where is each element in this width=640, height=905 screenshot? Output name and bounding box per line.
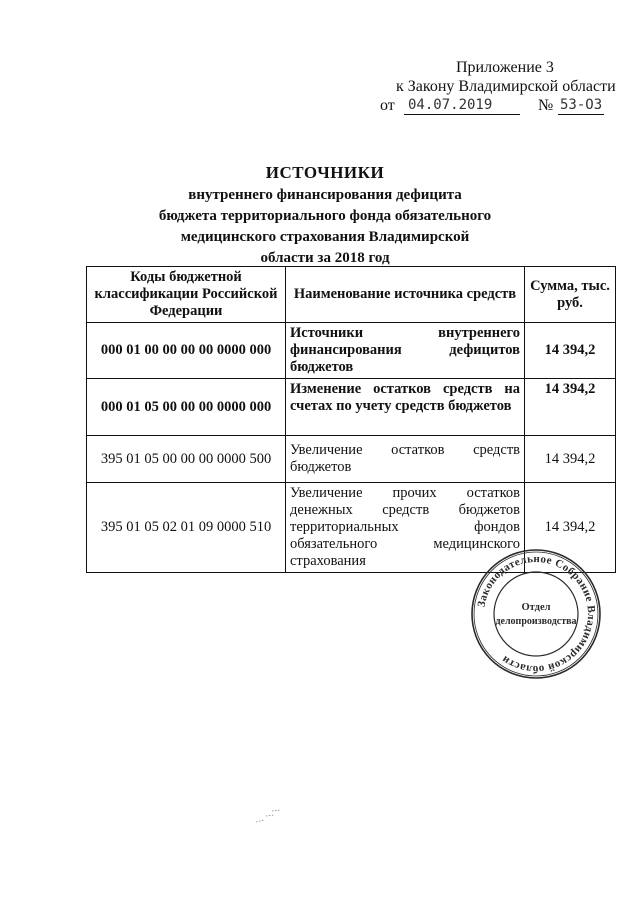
row-sum: 14 394,2 [525,379,616,436]
date-value: 04.07.2019 [408,97,493,113]
date-prefix: от [380,97,395,114]
header-code: Коды бюджетной классификации Российской Федерации [87,267,286,323]
document-title [120,162,530,268]
row-name: Увеличение остатков средств бюджетов [286,436,525,483]
row-code: 000 01 00 00 00 00 0000 000 [87,323,286,379]
title-line-5: области за 2018 год [260,250,390,266]
row-code: 000 01 05 00 00 00 0000 000 [87,379,286,436]
row-code: 395 01 05 02 01 09 0000 510 [87,483,286,573]
number-field [558,96,604,115]
title-line-2: внутреннего финансирования дефицита [188,187,462,203]
row-code: 395 01 05 00 00 00 0000 500 [87,436,286,483]
header-sum: Сумма, тыс. руб. [525,267,616,323]
appendix-date-number [380,96,620,116]
appendix-law-reference: к Закону Владимирской области [396,78,616,95]
number-value: 53-ОЗ [560,97,603,113]
row-sum: 14 394,2 [525,483,616,573]
stamp-center-line-1: Отдел [521,602,551,613]
table-header-row [87,267,616,323]
title-line-3: бюджета территориального фонда обязательного [158,208,492,224]
row-name: Изменение остатков средств на счетах по учету средств бюджетов [286,379,525,436]
row-name: Увеличение прочих остатков денежных средств бюджетов территориальных фондов обязательного медицинского страхования [286,483,525,573]
row-sum: 14 394,2 [525,323,616,379]
official-stamp [470,548,602,680]
table-row [87,379,616,436]
table-row [87,436,616,483]
row-name: Источники внутреннего финансирования дефицитов бюджетов [286,323,525,379]
table-row [87,323,616,379]
date-field [404,96,520,115]
title-heading: ИСТОЧНИКИ [265,163,385,182]
sources-table [86,266,616,573]
title-line-4: медицинского страхования Владимирской [180,229,470,245]
header-name: Наименование источника средств [286,267,525,323]
pen-mark [252,806,288,826]
stamp-center-line-2: делопроизводства [495,616,577,627]
appendix-title: Приложение 3 [456,59,554,76]
row-sum: 14 394,2 [525,436,616,483]
number-prefix: № [538,97,554,114]
stamp-ring-text: Законодательное Собрание Владимирской области [475,552,598,676]
